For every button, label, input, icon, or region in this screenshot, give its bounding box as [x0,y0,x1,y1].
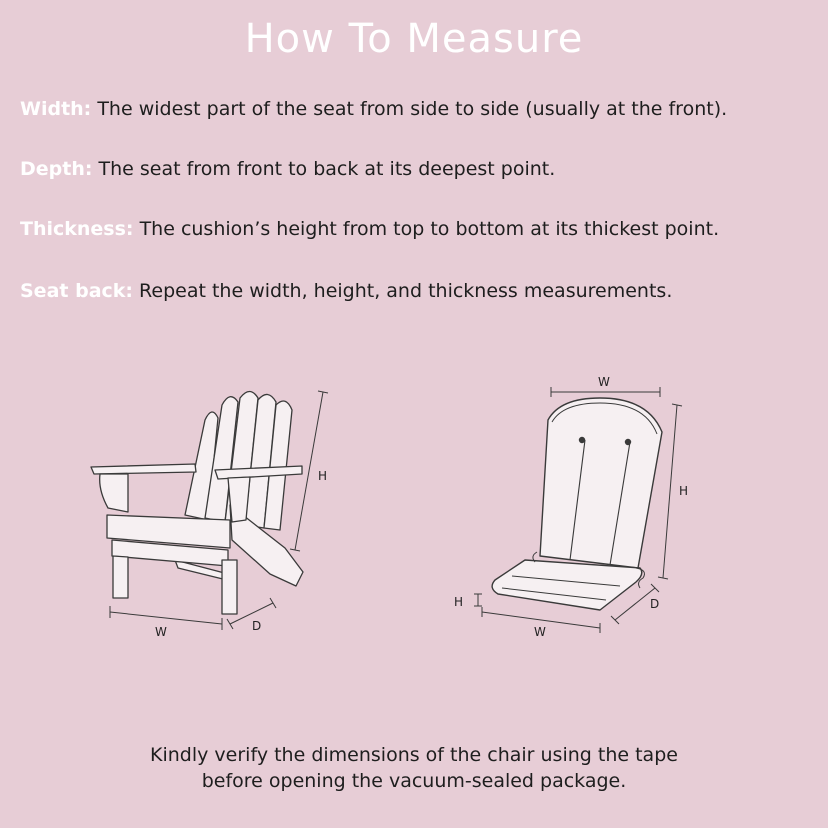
cushion-back-height-label: H [679,484,689,498]
cushion-depth-label: D [650,597,660,611]
measure-seat-back-text: Repeat the width, height, and thickness measurements. [133,280,673,302]
measure-thickness-text: The cushion’s height from top to bottom at its thickest point. [133,218,720,240]
adirondack-chair-illustration [91,392,303,615]
cushion-width-top-label: W [598,375,610,389]
measure-seat-back-label: Seat back: [20,280,134,302]
cushion-thickness-label: H [454,595,464,609]
cushion-illustration [492,398,662,610]
footer-line-2: before opening the vacuum-sealed package. [201,770,627,792]
measure-width-text: The widest part of the seat from side to side (usually at the front). [91,98,728,120]
footer-note [0,742,828,794]
cushion-width-bottom-label: W [534,625,546,639]
page-title: How To Measure [244,16,584,62]
measure-depth-text: The seat from front to back at its deepest point. [92,158,556,180]
measure-width-label: Width: [20,98,92,120]
chair-width-label: W [155,625,167,639]
measure-thickness-label: Thickness: [20,218,134,240]
chair-depth-label: D [252,619,262,633]
measure-depth-label: Depth: [20,158,93,180]
chair-height-label: H [318,469,328,483]
footer-line-1: Kindly verify the dimensions of the chair using the tape [150,744,678,766]
